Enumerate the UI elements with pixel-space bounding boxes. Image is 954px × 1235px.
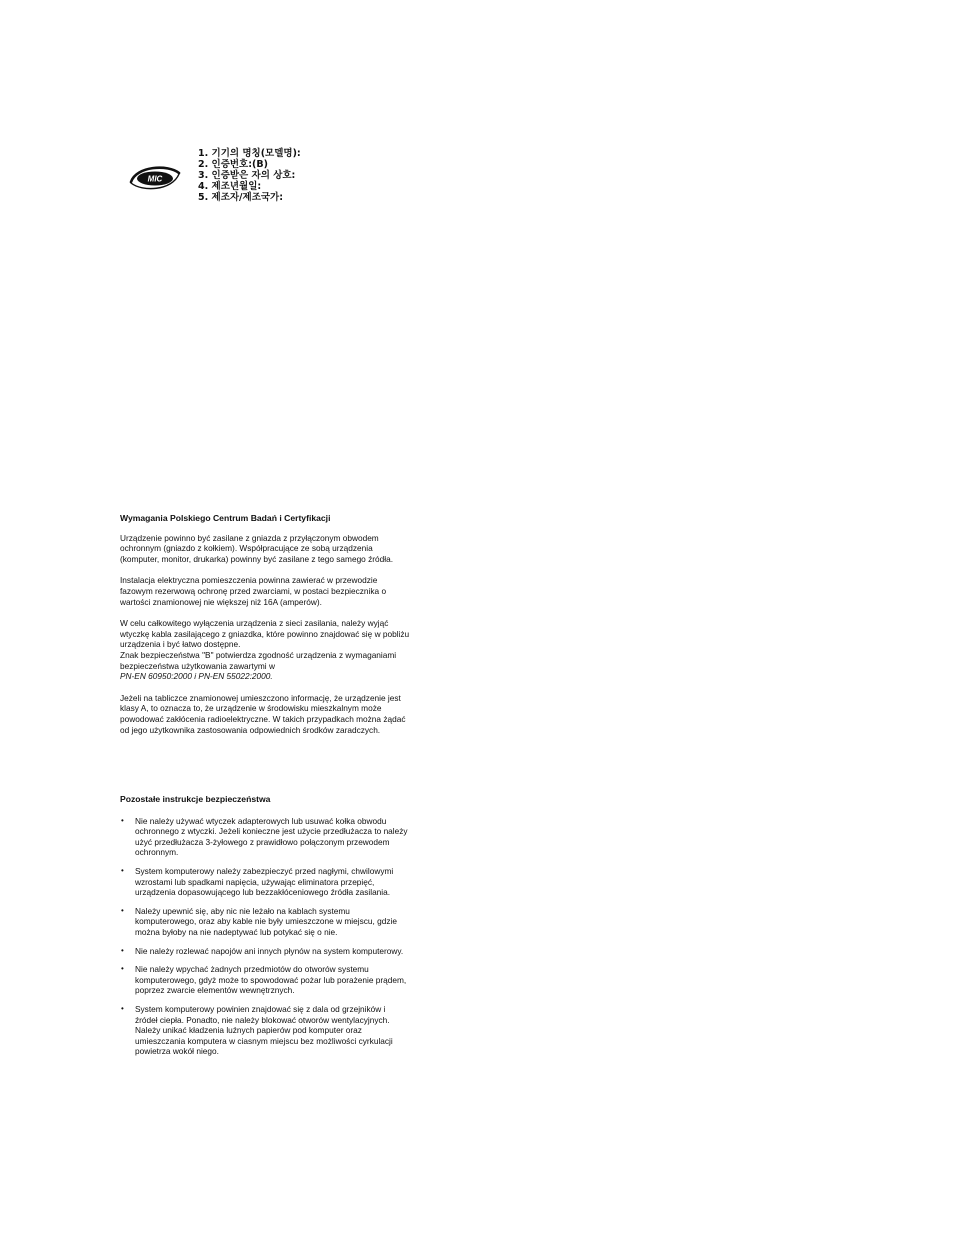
bullet-icon: • <box>121 815 124 825</box>
polish-paragraph-disconnect: W celu całkowitego wyłączenia urządzenia z sieci zasilania, należy wyjąć wtyczkę kabla zasilającego z gniazdka, które powinno znajdować się w pobliżu urządzenia i być łatwo dostępne. <box>120 618 410 650</box>
safety-item-text: System komputerowy powinien znajdować się z dala od grzejników i źródeł ciepła. Ponadto, nie należy blokować otworów wentylacyjnych. Należy unikać kładzenia luźnych papierów pod komputer oraz umieszczania komputera w ciasnym miejscu bez możliwości cyrkulacji powietrza wokół niego. <box>135 1003 393 1057</box>
safety-instructions-section <box>120 794 410 1065</box>
safety-item-text: Nie należy używać wtyczek adapterowych lub usuwać kołka obwodu ochronnego z wtyczki. Jeżeli konieczne jest użycie przedłużacza to należy użyć przedłużacza 3-żyłowego z prawidłowo połączonym przewodem ochronnym. <box>135 815 408 858</box>
safety-item <box>120 964 410 996</box>
bullet-icon: • <box>121 964 124 974</box>
safety-section-heading: Pozostałe instrukcje bezpieczeństwa <box>120 794 271 804</box>
mic-logo-text: MIC <box>147 174 163 184</box>
safety-item-text: Nie należy rozlewać napojów ani innych płynów na system komputerowy. <box>135 945 404 956</box>
mic-certification-block <box>128 148 448 212</box>
polish-paragraph-electrical-installation: Instalacja elektryczna pomieszczenia powinna zawierać w przewodzie fazowym rezerwową ochronę przed zwarciami, w postaci bezpiecznika o wartości znamionowej nie większej niż 16A (amperów). <box>120 575 387 607</box>
polish-section-heading: Wymagania Polskiego Centrum Badań i Certyfikacji <box>120 513 331 523</box>
bullet-icon: • <box>121 945 124 955</box>
mic-logo <box>128 162 182 194</box>
safety-item-text: System komputerowy należy zabezpieczyć przed nagłymi, chwilowymi wzrostami lub spadkami napięcia, używając eliminatora przepięć, urządzenia dopasowującego lub bezzakłóceniowego źródła zasilania. <box>135 865 394 898</box>
bullet-icon: • <box>121 865 124 875</box>
mic-item-model-name: 1. 기기의 명칭(모델명): <box>198 148 301 159</box>
polish-paragraph-class-a: Jeżeli na tabliczce znamionowej umieszczono informację, że urządzenie jest klasy A, to oznacza to, że urządzenie w środowisku mieszkalnym może powodować zakłócenia radioelektryczne. W takich przypadkach można żądać od jego użytkownika zastosowania odpowiednich środków zaradczych. <box>120 692 406 735</box>
safety-item <box>120 816 410 858</box>
safety-item-text: Nie należy wpychać żadnych przedmiotów do otworów systemu komputerowego, gdyż może to spowodować pożar lub porażenie prądem, poprzez zwarcie elementów wewnętrznych. <box>135 964 407 996</box>
mic-info-list <box>198 148 301 203</box>
safety-item-text: Należy upewnić się, aby nic nie leżało na kablach systemu komputerowego, oraz aby kable nie były umieszczone w miejscu, gdzie można byłoby na nie nadeptywać lub potykać się o nie. <box>135 905 397 937</box>
safety-instructions-list <box>120 816 410 1057</box>
mic-item-manufacture-date: 4. 제조년월일: <box>198 181 262 192</box>
safety-item <box>120 946 410 957</box>
polish-safety-mark-text: Znak bezpieczeństwa "B" potwierdza zgodność urządzenia z wymaganiami bezpieczeństwa użytkowania zawartymi w <box>120 649 397 671</box>
bullet-icon: • <box>121 905 124 915</box>
polish-certification-section <box>120 513 410 746</box>
safety-item <box>120 1004 410 1057</box>
mic-item-manufacturer-country: 5. 제조자/제조국가: <box>198 192 284 203</box>
mic-item-certified-company: 3. 인증받은 자의 상호: <box>198 170 296 181</box>
safety-item <box>120 866 410 898</box>
safety-item <box>120 906 410 938</box>
polish-standard-reference: PN-EN 60950:2000 i PN-EN 55022:2000. <box>120 671 273 682</box>
polish-paragraph-safety-mark <box>120 650 410 682</box>
bullet-icon: • <box>121 1003 124 1013</box>
polish-paragraph-power-supply: Urządzenie powinno być zasilane z gniazda z przyłączonym obwodem ochronnym (gniazdo z kołkiem). Współpracujące ze sobą urządzenia (komputer, monitor, drukarka) powinny być zasilane z tego samego źródła. <box>120 532 394 564</box>
mic-item-cert-number: 2. 인증번호:(B) <box>198 159 268 170</box>
